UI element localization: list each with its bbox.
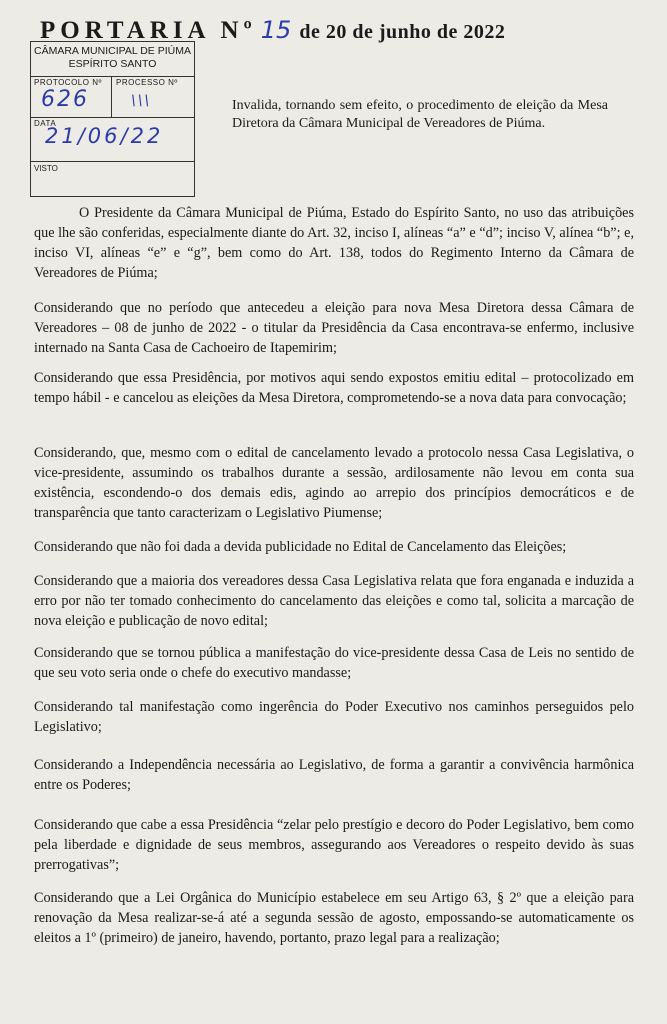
stamp-processo-cell [113, 77, 193, 117]
ementa-summary: Invalida, tornando sem efeito, o procedimento de eleição da Mesa Diretora da Câmara Municipal de Vereadores de Piúma. [232, 98, 608, 131]
paragraph-considerando-9: Considerando que cabe a essa Presidência “zelar pelo prestígio e decoro do Poder Legislativo, bem como pela liberdade e dignidade de seus membros, assegurando aos Vereadores o respeito devido às suas prerrogativas”; [34, 817, 634, 873]
paragraph-considerando-8: Considerando a Independência necessária ao Legislativo, de forma a garantir a convivência harmônica entre os Poderes; [34, 757, 634, 793]
paragraph-considerando-6: Considerando que se tornou pública a manifestação do vice-presidente dessa Casa de Leis no sentido de que seu voto seria onde o chefe do executivo mandasse; [34, 645, 634, 681]
paragraph-preamble: O Presidente da Câmara Municipal de Piúma, Estado do Espírito Santo, no uso das atribuições que lhe são conferidas, especialmente diante do Art. 32, inciso I, alíneas “a” e “d”; inciso V, alínea “b”; e, inciso VI, alíneas “e” e “g”, bem como do Art. 138, todos do Regimento Interno da Câmara de Vereadores de Piúma; [34, 205, 634, 281]
paragraph-considerando-3: Considerando, que, mesmo com o edital de cancelamento levado a protocolo nessa Casa Legislativa, o vice-presidente, assumindo os trabalhos durante a sessão, ardilosamente não levou em conta sua existência, escondendo-o dos demais edis, agindo ao arrepio dos princípios democráticos e de transparência que tanto caracterizam o Legislativo Piumense; [34, 445, 634, 521]
processo-label: PROCESSO Nº [116, 78, 178, 87]
processo-value: \\\ [131, 93, 152, 109]
handwritten-number: 15 [260, 16, 292, 44]
stamp-row-data [31, 118, 194, 162]
protocolo-label: PROTOCOLO Nº [34, 78, 102, 87]
paragraph-considerando-1: Considerando que no período que antecedeu a eleição para nova Mesa Diretora dessa Câmara de Vereadores – 08 de junho de 2022 - o titular da Presidência da Casa encontrava-se enfermo, inclusive internado na Santa Casa de Cachoeiro de Itapemirim; [34, 300, 634, 356]
paragraph-considerando-10: Considerando que a Lei Orgânica do Município estabelece em seu Artigo 63, § 2º que a eleição para renovação da Mesa realizar-se-á até a segunda sessão de agosto, empossando-se automaticamente os eleitos a 1º (primeiro) de janeiro, havendo, portanto, prazo legal para a realização; [34, 890, 634, 946]
paragraph-considerando-5: Considerando que a maioria dos vereadores dessa Casa Legislativa relata que fora enganada e induzida a erro por não ter tomado conhecimento do cancelamento das eleições e como tal, solicita a marcação de nova eleição e publicação de novo edital; [34, 573, 634, 629]
paragraph-considerando-2: Considerando que essa Presidência, por motivos aqui sendo expostos emitiu edital – protocolizado em tempo hábil - e cancelou as eleições da Mesa Diretora, comprometendo-se a nova data para convocação; [34, 370, 634, 406]
paragraph-considerando-4: Considerando que não foi dada a devida publicidade no Edital de Cancelamento das Eleições; [34, 539, 567, 555]
title-date: de 20 de junho de 2022 [299, 21, 506, 43]
stamp-protocolo-cell [31, 77, 112, 117]
data-label: DATA [34, 119, 57, 128]
paragraph-considerando-7: Considerando tal manifestação como ingerência do Poder Executivo nos caminhos perseguidos pelo Legislativo; [34, 699, 634, 735]
visto-label: VISTO [34, 164, 58, 173]
stamp-header [31, 42, 194, 77]
stamp-row-protocolo [31, 77, 194, 118]
title-word: PORTARIA Nº [40, 17, 257, 44]
protocolo-value: 626 [41, 87, 89, 112]
stamp-line2: ESPÍRITO SANTO [68, 58, 157, 70]
protocol-stamp [30, 41, 195, 197]
stamp-line1: CÂMARA MUNICIPAL DE PIÚMA [34, 45, 191, 57]
data-value: 21/06/22 [45, 124, 164, 148]
